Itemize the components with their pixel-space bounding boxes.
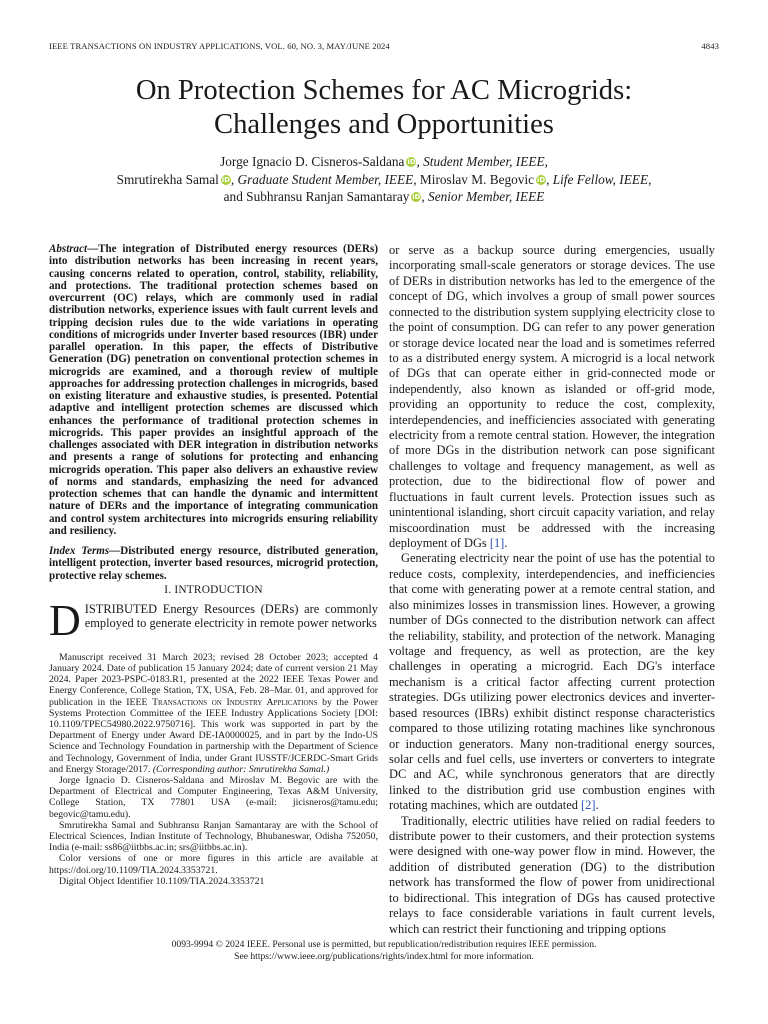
right-column: [389, 243, 715, 937]
footnote-doi: Digital Object Identifier 10.1109/TIA.2024.3353721: [59, 875, 265, 887]
author-membership: , Life Fellow, IEEE,: [546, 171, 652, 187]
footnote-affiliation-2: Smrutirekha Samal and Subhransu Ranjan Samantaray are with the School of Electrical Sciences, Indian Institute of Technology, Bhubaneswar, Odisha 752050, India (e-mail: ss86@iitbbs.ac.in; srs@iitbbs.ac.in).: [49, 819, 378, 854]
author-membership: , Graduate Student Member, IEEE,: [230, 171, 417, 187]
orcid-icon[interactable]: iD: [412, 193, 421, 201]
footnote-manuscript: [49, 652, 378, 775]
section-heading-introduction: [49, 584, 378, 596]
author-conjunction: and: [223, 189, 247, 204]
section-title: NTRODUCTION: [178, 583, 263, 596]
intro-caps: ISTRIBUTED: [84, 601, 158, 616]
abstract-lead: Abstract: [49, 243, 88, 255]
author-name: Jorge Ignacio D. Cisneros-Saldana: [220, 154, 405, 169]
section-initial: I: [174, 583, 179, 596]
body-text: .: [504, 536, 508, 551]
page-number: 4843: [701, 41, 719, 51]
journal-header: IEEE TRANSACTIONS ON INDUSTRY APPLICATIONS, VOL. 60, NO. 3, MAY/JUNE 2024: [49, 41, 390, 51]
intro-paragraph: [49, 595, 378, 645]
paper-title: [49, 74, 719, 142]
intro-text: Energy Resources (DERs) are commonly employed to generate electricity in remote power networks: [84, 601, 378, 631]
citation-link[interactable]: [1]: [489, 536, 505, 551]
author-name: Subhransu Ranjan Samantaray: [246, 189, 410, 204]
abstract: [49, 243, 378, 537]
body-text: or serve as a backup source during emergencies, usually incorporating small-scale generators or storage devices. The use of DERs in distribution networks has led to the emergence of the concept of DG, which involves a group of small power sources connected to the distribution system supplying electricity close to the point of consumption. DG can refer to any power generation or storage device located near the load and is sometimes referred to as a distributed energy system. A microgrid is a local network of DGs that can operate either in grid-connected mode or independently, also known as islanded or off-grid mode, providing an opportunity to reduce the cost, complexity, interdependencies, and inefficiencies associated with generating electricity from a remote central station. However, the integration of more DGs in the distribution network can pose significant challenges to voltage and frequency management, as well as protection, due to the bidirectional flow of power and fluctuations in fault current levels. Protection issues such as unintentional islanding, short circuit capacity variation, and relay miscoordination must be addressed with the increasing deployment of DGs: [389, 243, 715, 551]
footnote-color-versions: Color versions of one or more figures in this article are available at https://doi.org/10.1109/TIA.2024.3353721.: [49, 853, 378, 876]
footnote-text: by the Power Systems Protection Committee of the IEEE Industry Applications Society [DOI: 10.1109/TPEC54980.2022.9750716]. This work was supported in part by the Department of Energy under Award DE-IA0000025, and in part by the Indo-US Science and Technology Foundation in partnership with the Department of Science and Technology, Government of India, under Grant IUSSTF/JCERDC-Smart Grids and Energy Storage/2017.: [49, 696, 379, 775]
title-line-1: On Protection Schemes for AC Microgrids:: [135, 75, 633, 106]
abstract-text: The integration of Distributed energy resources (DERs) into distribution networks has been increasing in recent years, causing concerns related to operation, control, stability, reliability, and protections. The traditional protection schemes based on overcurrent (OC) relays, which are commonly used in radial distribution networks, experience issues with fault current levels and tripping decision rules due to the wide variations in operating conditions of microgrids under Inverter based resources (IBR) under parallel operation. In this paper, the effects of Distributive Generation (DG) penetration on conventional protection schemes in microgrids are examined, and a thorough review of multiple approaches for addressing protection challenges in microgrids, based on existing literature and exhaustive studies, is presented. Potential adaptive and intelligent protection schemes are discussed which enhances the performance of traditional protection schemes in microgrids. This paper provides an insightful approach of the challenges associated with DER integration in distribution networks and presents a range of solutions for protecting and enhancing microgrids operation. This paper also delivers an exhaustive review of norms and standards, emphasizing the need for advanced protection schemes that can handle the dynamic and intermittent nature of DERs and the importance of integrating communication and control system architectures into microgrids ensuring reliability and resiliency.: [49, 243, 378, 537]
copyright-footer: [49, 939, 719, 963]
footnote-journal: Transactions on Industry Applications: [152, 696, 318, 708]
drop-cap: D: [49, 595, 81, 645]
body-paragraph: [389, 551, 715, 813]
body-text: .: [595, 798, 599, 813]
index-terms-dash: —: [109, 545, 121, 557]
index-terms-lead: Index Terms: [49, 545, 110, 557]
footnote-text: Manuscript received 31 March 2023; revised 28 October 2023; accepted 4 January 2024. Date of publication 15 January 2024; date of current version 21 May 2024. Paper 2023-PSPC-0183.R1, presented at the 2022 IEEE Texas Power and Energy Conference, College Station, TX, USA, Feb. 28–Mar. 01, and approved for publication in the IEEE: [49, 651, 378, 708]
section-numeral: I.: [164, 583, 175, 596]
orcid-icon[interactable]: iD: [536, 175, 546, 184]
abstract-dash: —: [87, 243, 99, 255]
index-terms: [49, 545, 378, 582]
corresponding-author: (Corresponding author: Smrutirekha Samal.): [152, 763, 330, 775]
orcid-icon[interactable]: iD: [221, 175, 230, 184]
index-terms-text: Distributed energy resource, distributed generation, intelligent protection, inverter based resources, microgrid protection, protective relay schemes.: [49, 545, 378, 582]
footnotes: [49, 652, 378, 887]
permissions-line: See https://www.ieee.org/publications/rights/index.html for more information.: [234, 951, 534, 962]
author-name: Smrutirekha Samal: [116, 171, 219, 187]
author-membership: , Student Member, IEEE,: [416, 154, 548, 169]
author-list: [49, 153, 719, 206]
left-column: [49, 243, 378, 887]
running-head: [49, 41, 719, 51]
body-paragraph: Traditionally, electric utilities have relied on radial feeders to distribute power to their customers, and their protection systems were designed with one-way power flow in mind. However, the addition of distributed generation (DG) to the distribution network has transformed the flow of power from unidirectional to bidirectional. This integration of DGs has caused protective relays to face considerable variations in fault current levels, which can restrict their functioning and tripping options: [389, 813, 715, 936]
author-membership: , Senior Member, IEEE: [421, 189, 545, 204]
citation-link[interactable]: [2]: [581, 798, 596, 813]
copyright-line: 0093-9994 © 2024 IEEE. Personal use is permitted, but republication/redistribution requires IEEE permission.: [171, 939, 597, 950]
author-name: Miroslav M. Begovic: [416, 171, 535, 187]
body-paragraph: [389, 243, 715, 551]
footnote-affiliation-1: Jorge Ignacio D. Cisneros-Saldana and Miroslav M. Begovic are with the Department of Electrical and Computer Engineering, Texas A&M University, College Station, TX 77801 USA (e-mail: jicisneros@tamu.edu; begovic@tamu.edu).: [49, 774, 378, 820]
body-text: Generating electricity near the point of use has the potential to reduce costs, complexity, interdependencies, and inefficiencies that come with generating power at a remote central station, and also minimizes losses in transmission lines. However, a growing number of DGs connected to the distribution network can affect the reliability, stability, and protection of the network. Managing voltage and frequency, as well as protection, are the key challenges in operating a microgrid. Each DG's interface mechanism is a critical factor affecting current protection strategies. DGs utilizing power electronics devices and inverter-based resources (IBRs) exhibit distinct response characteristics compared to those utilizing rotating machines like synchronous or induction generators. Many non-traditional energy sources, solar cells and fuel cells, use inverters or converters to integrate DC and AC, while synchronous generators that are directly linked to the distribution grid use combustion engines with rotating machines, which are outdated: [389, 551, 715, 813]
author-line-2: [49, 171, 719, 189]
title-line-2: Challenges and Opportunities: [214, 109, 554, 140]
author-line-1: [49, 153, 719, 171]
orcid-icon[interactable]: iD: [407, 158, 416, 166]
author-line-3: [49, 188, 719, 206]
